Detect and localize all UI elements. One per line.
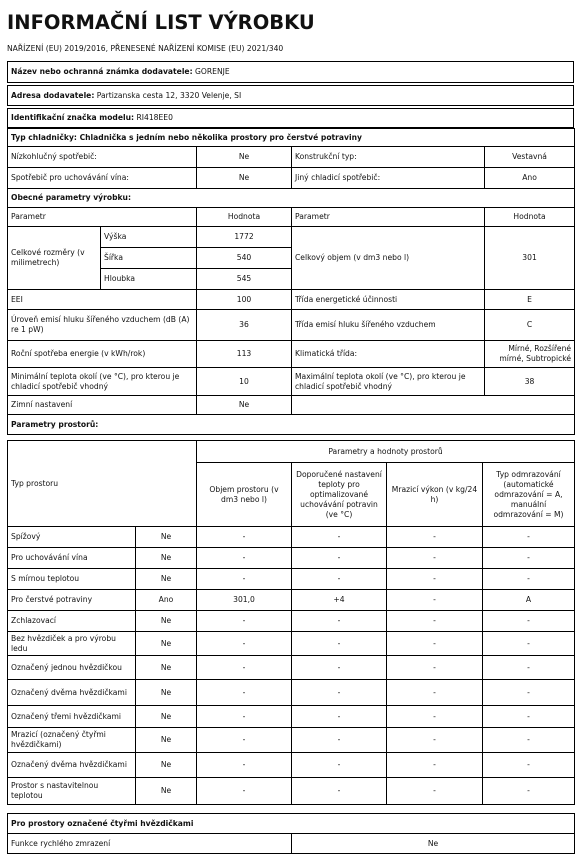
compartment-freezing: - xyxy=(387,753,483,778)
total-volume-label: Celkový objem (v dm3 nebo l) xyxy=(292,227,485,290)
supplier-address-value: Partizanska cesta 12, 3320 Velenje, SI xyxy=(96,90,242,100)
general-row xyxy=(8,341,575,368)
compartment-row xyxy=(8,706,575,728)
compartment-volume: - xyxy=(197,778,292,805)
supplier-name-value: GORENJE xyxy=(195,67,230,76)
annual-energy-value: 113 xyxy=(197,341,292,368)
compartment-name: Bez hvězdiček a pro výrobu ledu xyxy=(8,632,136,656)
compartment-temperature: - xyxy=(292,706,387,728)
energy-class-label: Třída energetické účinnosti xyxy=(292,290,485,310)
fast-freeze-label: Funkce rychlého zmrazení xyxy=(8,834,292,854)
compartment-freezing: - xyxy=(387,680,483,706)
compartment-defrost: - xyxy=(483,656,575,680)
climate-class-value: Mírné, Rozšířené mírné, Subtropické xyxy=(485,341,575,368)
compartment-freezing: - xyxy=(387,527,483,548)
compartment-defrost: - xyxy=(483,753,575,778)
compartment-name: Spížový xyxy=(8,527,136,548)
empty-cell xyxy=(292,396,575,415)
supplier-table xyxy=(7,61,574,83)
compartment-temperature: - xyxy=(292,728,387,753)
general-row xyxy=(8,368,575,396)
page-title: INFORMAČNÍ LIST VÝROBKU xyxy=(7,11,315,34)
min-temp-value: 10 xyxy=(197,368,292,396)
four-star-heading: Pro prostory označené čtyřmi hvězdičkami xyxy=(8,814,575,834)
compartment-name: S mírnou teplotou xyxy=(8,569,136,590)
compartment-freezing: - xyxy=(387,569,483,590)
supplier-name-label: Název nebo ochranná známka dodavatele: xyxy=(11,67,193,76)
height-value: 1772 xyxy=(197,227,292,248)
compartment-present: Ne xyxy=(136,548,197,569)
compartment-type-header: Typ prostoru xyxy=(8,441,197,527)
compartment-defrost: - xyxy=(483,706,575,728)
compartment-defrost: - xyxy=(483,778,575,805)
freezing-header: Mrazicí výkon (v kg/24 h) xyxy=(387,463,483,527)
total-volume-value: 301 xyxy=(485,227,575,290)
other-appliance-label: Jiný chladicí spotřebič: xyxy=(292,168,485,189)
construction-type-value: Vestavná xyxy=(485,147,575,168)
min-temp-label: Minimální teplota okolí (ve °C), pro kterou je chladicí spotřebič vhodný xyxy=(8,368,197,396)
compartment-volume: - xyxy=(197,706,292,728)
general-params-heading: Obecné parametry výrobku: xyxy=(8,189,575,208)
model-label: Identifikační značka modelu: xyxy=(11,113,135,122)
compartment-name: Označený dvěma hvězdičkami xyxy=(8,753,136,778)
width-label: Šířka xyxy=(101,248,197,269)
compartment-present: Ne xyxy=(136,753,197,778)
noise-level-label: Úroveň emisí hluku šířeného vzduchem (dB (A) re 1 pW) xyxy=(8,310,197,341)
compartment-defrost: - xyxy=(483,632,575,656)
compartment-row xyxy=(8,590,575,611)
compartment-volume: - xyxy=(197,569,292,590)
compartment-name: Pro uchovávání vína xyxy=(8,548,136,569)
compartment-volume: - xyxy=(197,611,292,632)
param-header-right: Parametr xyxy=(292,208,485,227)
compartment-volume: - xyxy=(197,753,292,778)
compartment-present: Ne xyxy=(136,778,197,805)
address-table xyxy=(7,85,574,106)
compartment-freezing: - xyxy=(387,656,483,680)
compartment-row xyxy=(8,548,575,569)
supplier-address-cell xyxy=(8,86,574,106)
value-header-right: Hodnota xyxy=(485,208,575,227)
compartment-row xyxy=(8,632,575,656)
depth-value: 545 xyxy=(197,269,292,290)
general-row xyxy=(8,310,575,341)
compartment-row xyxy=(8,778,575,805)
eei-value: 100 xyxy=(197,290,292,310)
compartment-present: Ne xyxy=(136,706,197,728)
compartment-temperature: - xyxy=(292,548,387,569)
compartments-heading: Parametry prostorů: xyxy=(8,415,575,435)
supplier-name-cell xyxy=(8,62,574,83)
compartment-defrost: - xyxy=(483,680,575,706)
noise-level-value: 36 xyxy=(197,310,292,341)
compartment-row xyxy=(8,569,575,590)
compartment-volume: - xyxy=(197,632,292,656)
compartment-temperature: - xyxy=(292,569,387,590)
wine-storage-value: Ne xyxy=(197,168,292,189)
construction-type-label: Konstrukční typ: xyxy=(292,147,485,168)
compartment-defrost: - xyxy=(483,728,575,753)
compartment-volume: 301,0 xyxy=(197,590,292,611)
depth-label: Hloubka xyxy=(101,269,197,290)
low-noise-label: Nízkohlučný spotřebič: xyxy=(8,147,197,168)
compartment-present: Ne xyxy=(136,656,197,680)
compartment-volume: - xyxy=(197,656,292,680)
compartment-name: Pro čerstvé potraviny xyxy=(8,590,136,611)
compartment-present: Ne xyxy=(136,527,197,548)
compartment-present: Ne xyxy=(136,680,197,706)
regulation-subtitle: NAŘÍZENÍ (EU) 2019/2016, PŘENESENÉ NAŘÍZENÍ KOMISE (EU) 2021/340 xyxy=(7,44,284,53)
compartment-temperature: +4 xyxy=(292,590,387,611)
fridge-type-row: Typ chladničky: Chladnička s jedním nebo několika prostory pro čerstvé potraviny xyxy=(8,129,575,147)
compartment-freezing: - xyxy=(387,548,483,569)
compartment-row xyxy=(8,527,575,548)
compartment-row xyxy=(8,656,575,680)
temperature-header: Doporučené nastavení teploty pro optimalizované uchovávání potravin (ve °C) xyxy=(292,463,387,527)
compartment-defrost: - xyxy=(483,527,575,548)
fast-freeze-value: Ne xyxy=(292,834,575,854)
general-header-row xyxy=(8,208,575,227)
dimensions-label: Celkové rozměry (v milimetrech) xyxy=(8,227,101,290)
compartment-name: Označený třemi hvězdičkami xyxy=(8,706,136,728)
compartment-defrost: - xyxy=(483,569,575,590)
low-noise-value: Ne xyxy=(197,147,292,168)
winter-setting-label: Zimní nastavení xyxy=(8,396,197,415)
model-table xyxy=(7,108,574,128)
compartment-defrost: A xyxy=(483,590,575,611)
max-temp-label: Maximální teplota okolí (ve °C), pro kterou je chladicí spotřebič vhodný xyxy=(292,368,485,396)
defrost-header: Typ odmrazování (automatické odmrazování = A, manuální odmrazování = M) xyxy=(483,463,575,527)
main-table xyxy=(7,128,575,435)
compartment-volume: - xyxy=(197,527,292,548)
energy-class-value: E xyxy=(485,290,575,310)
compartment-defrost: - xyxy=(483,611,575,632)
compartment-freezing: - xyxy=(387,590,483,611)
four-star-table xyxy=(7,813,575,854)
height-label: Výška xyxy=(101,227,197,248)
compartment-volume: - xyxy=(197,728,292,753)
compartment-temperature: - xyxy=(292,778,387,805)
compartment-defrost: - xyxy=(483,548,575,569)
compartment-temperature: - xyxy=(292,656,387,680)
general-row xyxy=(8,290,575,310)
winter-setting-value: Ne xyxy=(197,396,292,415)
compartment-freezing: - xyxy=(387,728,483,753)
fridge-type-row-2 xyxy=(8,168,575,189)
compartment-name: Prostor s nastavitelnou teplotou xyxy=(8,778,136,805)
compartment-group-header: Parametry a hodnoty prostorů xyxy=(197,441,575,463)
compartment-present: Ne xyxy=(136,569,197,590)
compartment-present: Ne xyxy=(136,611,197,632)
compartment-row xyxy=(8,611,575,632)
compartment-row xyxy=(8,728,575,753)
compartment-temperature: - xyxy=(292,753,387,778)
climate-class-label: Klimatická třída: xyxy=(292,341,485,368)
compartment-present: Ano xyxy=(136,590,197,611)
supplier-address-label: Adresa dodavatele: xyxy=(11,90,95,100)
max-temp-value: 38 xyxy=(485,368,575,396)
compartment-temperature: - xyxy=(292,632,387,656)
compartment-name: Označený dvěma hvězdičkami xyxy=(8,680,136,706)
param-header-left: Parametr xyxy=(8,208,197,227)
fridge-type-row-1 xyxy=(8,147,575,168)
compartment-temperature: - xyxy=(292,527,387,548)
model-value: RI418EE0 xyxy=(136,113,173,122)
compartment-freezing: - xyxy=(387,778,483,805)
compartment-volume: - xyxy=(197,680,292,706)
compartment-name: Zchlazovací xyxy=(8,611,136,632)
compartment-present: Ne xyxy=(136,632,197,656)
compartment-present: Ne xyxy=(136,728,197,753)
volume-header: Objem prostoru (v dm3 nebo l) xyxy=(197,463,292,527)
eei-label: EEI xyxy=(8,290,197,310)
compartment-row xyxy=(8,680,575,706)
value-header-left: Hodnota xyxy=(197,208,292,227)
winter-row xyxy=(8,396,575,415)
compartment-name: Mrazicí (označený čtyřmi hvězdičkami) xyxy=(8,728,136,753)
compartment-row xyxy=(8,753,575,778)
compartment-freezing: - xyxy=(387,706,483,728)
noise-class-value: C xyxy=(485,310,575,341)
compartment-name: Označený jednou hvězdičkou xyxy=(8,656,136,680)
compartments-table xyxy=(7,440,575,805)
wine-storage-label: Spotřebič pro uchovávání vína: xyxy=(8,168,197,189)
compartment-temperature: - xyxy=(292,611,387,632)
other-appliance-value: Ano xyxy=(485,168,575,189)
width-value: 540 xyxy=(197,248,292,269)
compartment-temperature: - xyxy=(292,680,387,706)
compartment-volume: - xyxy=(197,548,292,569)
compartment-freezing: - xyxy=(387,632,483,656)
noise-class-label: Třída emisí hluku šířeného vzduchem xyxy=(292,310,485,341)
annual-energy-label: Roční spotřeba energie (v kWh/rok) xyxy=(8,341,197,368)
compartment-freezing: - xyxy=(387,611,483,632)
model-cell xyxy=(8,109,574,128)
